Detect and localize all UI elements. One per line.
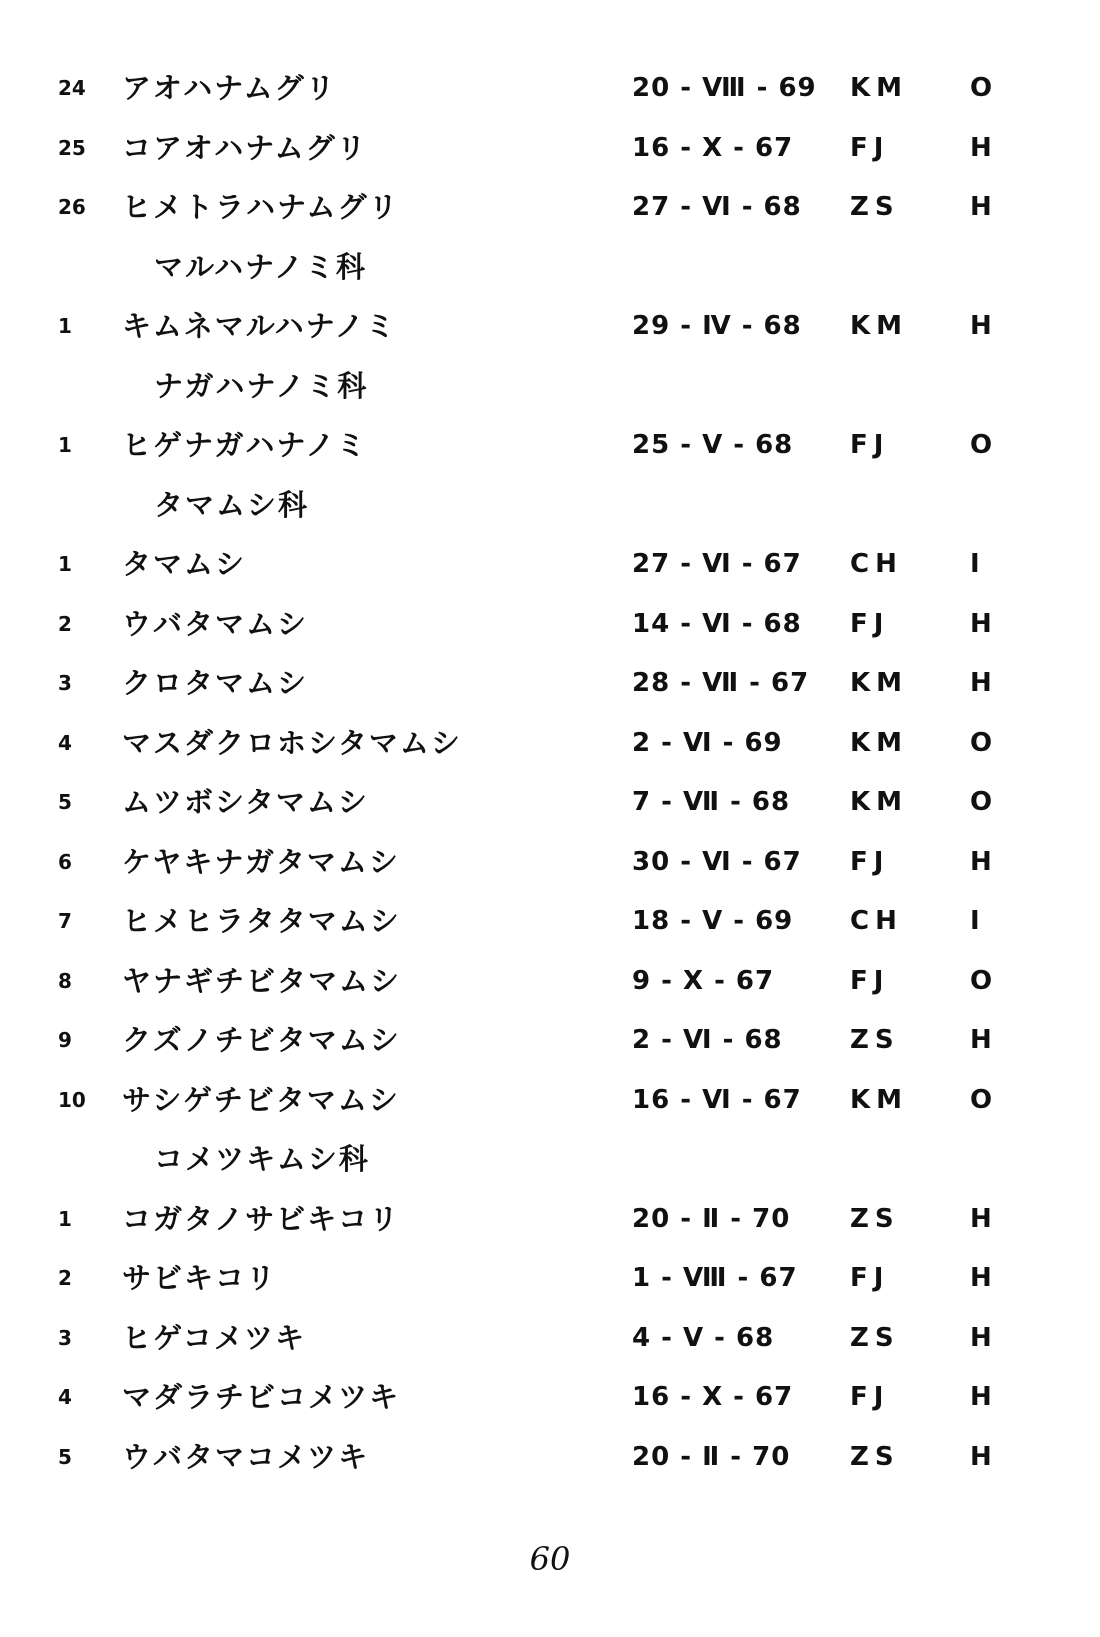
location-code: H <box>970 608 992 639</box>
collection-date: 2 - Ⅵ - 69 <box>632 727 783 758</box>
collection-date: 9 - X - 67 <box>632 965 775 996</box>
species-row <box>0 1427 1100 1487</box>
entry-number: 1 <box>58 552 72 576</box>
species-row <box>0 951 1100 1011</box>
collector-code: ZS <box>850 1025 900 1055</box>
entry-number: 8 <box>58 968 72 993</box>
species-row <box>0 1189 1100 1249</box>
species-name: コガタノサビキコリ <box>122 1201 401 1236</box>
collector-code: KM <box>850 787 909 817</box>
species-name: ヒメヒラタタマムシ <box>122 904 401 938</box>
family-name: タマムシ科 <box>154 487 310 522</box>
collection-date: 27 - Ⅵ - 67 <box>632 549 802 579</box>
collection-date: 7 - Ⅶ - 68 <box>632 787 791 817</box>
collection-date: 28 - Ⅶ - 67 <box>632 668 810 698</box>
species-name: サシゲチビタマムシ <box>122 1082 400 1117</box>
family-name: コメツキムシ科 <box>154 1142 370 1176</box>
species-row <box>0 594 1100 654</box>
family-heading-row <box>0 475 1100 535</box>
collector-code: KM <box>850 727 909 758</box>
collection-date: 1 - Ⅷ - 67 <box>632 1263 798 1293</box>
entry-number: 26 <box>58 195 86 219</box>
collector-code: FJ <box>850 1263 890 1293</box>
entry-number: 5 <box>58 790 72 814</box>
location-code: O <box>970 965 993 996</box>
entry-number: 1 <box>58 1206 72 1231</box>
collector-code: FJ <box>850 1382 890 1412</box>
species-name: ケヤキナガタマムシ <box>122 844 400 879</box>
collector-code: FJ <box>850 430 890 460</box>
collector-code: FJ <box>850 846 890 877</box>
species-name: ヒメトラハナムグリ <box>122 190 400 224</box>
location-code: I <box>970 549 980 579</box>
collection-date: 20 - Ⅷ - 69 <box>632 73 817 103</box>
location-code: O <box>970 430 993 460</box>
entry-number: 9 <box>58 1028 72 1052</box>
collection-date: 14 - Ⅵ - 68 <box>632 608 802 639</box>
species-row <box>0 296 1100 356</box>
location-code: H <box>970 1203 992 1234</box>
entry-number: 1 <box>58 433 72 457</box>
species-name: ウバタマコメツキ <box>122 1439 370 1474</box>
entry-number: 4 <box>58 1385 72 1409</box>
location-code: H <box>970 1322 992 1353</box>
family-heading-row <box>0 1129 1100 1189</box>
species-row <box>0 653 1100 713</box>
location-code: O <box>970 73 993 103</box>
collection-date: 20 - Ⅱ - 70 <box>632 1441 791 1472</box>
family-heading-row <box>0 356 1100 416</box>
collector-code: KM <box>850 73 909 103</box>
location-code: H <box>970 668 992 698</box>
location-code: H <box>970 1441 992 1472</box>
location-code: H <box>970 132 992 163</box>
species-row <box>0 832 1100 892</box>
collector-code: ZS <box>850 192 900 222</box>
collector-code: CH <box>850 549 903 579</box>
collector-code: FJ <box>850 132 890 163</box>
location-code: I <box>970 906 980 936</box>
collector-code: CH <box>850 906 903 936</box>
collection-date: 16 - Ⅵ - 67 <box>632 1084 802 1115</box>
collection-date: 16 - X - 67 <box>632 1382 794 1412</box>
species-name: キムネマルハナノミ <box>122 309 397 343</box>
species-name: クズノチビタマムシ <box>122 1023 401 1057</box>
species-name: タマムシ <box>122 547 247 581</box>
entry-number: 5 <box>58 1444 72 1469</box>
entry-number: 10 <box>58 1087 86 1112</box>
entry-number: 1 <box>58 314 72 338</box>
entry-number: 2 <box>58 611 72 636</box>
entry-number: 24 <box>58 76 86 100</box>
species-row <box>0 891 1100 951</box>
species-row <box>0 713 1100 773</box>
species-name: コアオハナムグリ <box>122 130 368 165</box>
collection-date: 18 - V - 69 <box>632 906 794 936</box>
species-name: クロタマムシ <box>122 666 309 700</box>
collector-code: ZS <box>850 1441 900 1472</box>
entry-number: 6 <box>58 849 72 874</box>
species-name: ウバタマムシ <box>122 606 309 641</box>
page-number: 60 <box>529 1540 571 1578</box>
collection-date: 25 - V - 68 <box>632 430 794 460</box>
species-row <box>0 58 1100 118</box>
location-code: O <box>970 1084 993 1115</box>
collector-code: KM <box>850 1084 909 1115</box>
location-code: O <box>970 787 993 817</box>
species-row <box>0 415 1100 475</box>
entry-number: 3 <box>58 1325 72 1350</box>
species-row <box>0 1367 1100 1427</box>
species-name: ムツボシタマムシ <box>122 785 369 819</box>
species-name: ヒゲナガハナノミ <box>122 428 368 462</box>
collector-code: ZS <box>850 1203 900 1234</box>
species-row <box>0 772 1100 832</box>
entry-number: 2 <box>58 1266 72 1290</box>
family-name: ナガハナノミ科 <box>154 368 369 403</box>
family-name: マルハナノミ科 <box>154 249 367 284</box>
species-row <box>0 1308 1100 1368</box>
entry-number: 3 <box>58 671 72 695</box>
location-code: H <box>970 1025 992 1055</box>
collector-code: ZS <box>850 1322 900 1353</box>
entry-number: 7 <box>58 909 72 933</box>
species-row <box>0 177 1100 237</box>
species-row <box>0 1010 1100 1070</box>
collector-code: KM <box>850 311 909 341</box>
species-name: マスダクロホシタマムシ <box>122 725 462 760</box>
collector-code: KM <box>850 668 909 698</box>
entry-number: 25 <box>58 135 86 160</box>
species-row <box>0 1070 1100 1130</box>
location-code: H <box>970 1382 992 1412</box>
species-row <box>0 1248 1100 1308</box>
species-name: マダラチビコメツキ <box>122 1380 401 1414</box>
location-code: H <box>970 192 992 222</box>
species-name: ヒゲコメツキ <box>122 1320 306 1355</box>
family-heading-row <box>0 237 1100 297</box>
species-row <box>0 118 1100 178</box>
collection-date: 27 - Ⅵ - 68 <box>632 192 802 222</box>
location-code: H <box>970 846 992 877</box>
collection-date: 20 - Ⅱ - 70 <box>632 1203 791 1234</box>
entry-number: 4 <box>58 730 72 755</box>
location-code: H <box>970 1263 992 1293</box>
species-name: アオハナムグリ <box>122 71 337 105</box>
collection-date: 30 - Ⅵ - 67 <box>632 846 802 877</box>
collector-code: FJ <box>850 608 890 639</box>
species-name: ヤナギチビタマムシ <box>122 963 402 998</box>
collection-date: 29 - Ⅳ - 68 <box>632 311 802 341</box>
collection-date: 2 - Ⅵ - 68 <box>632 1025 783 1055</box>
collection-date: 4 - V - 68 <box>632 1322 775 1353</box>
species-name: サビキコリ <box>122 1261 278 1295</box>
collector-code: FJ <box>850 965 890 996</box>
species-list <box>0 58 1100 1486</box>
location-code: O <box>970 727 993 758</box>
collection-date: 16 - X - 67 <box>632 132 794 163</box>
location-code: H <box>970 311 992 341</box>
species-row <box>0 534 1100 594</box>
